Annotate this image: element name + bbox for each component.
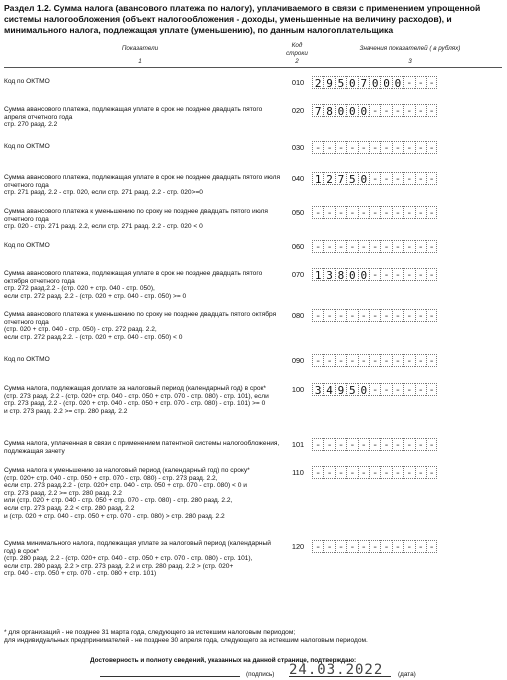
footnote-line-1: * для организаций - не позднее 31 марта года, следующего за истекшим налоговым периодом;: [4, 629, 296, 636]
value-cell[interactable]: -: [323, 540, 334, 553]
value-cell[interactable]: -: [415, 438, 426, 451]
value-cell[interactable]: -: [415, 466, 426, 479]
value-cell[interactable]: 9: [323, 76, 334, 89]
value-cell[interactable]: -: [403, 540, 414, 553]
value-cell[interactable]: -: [380, 354, 391, 367]
value-cell[interactable]: -: [369, 466, 380, 479]
value-cell[interactable]: -: [415, 76, 426, 89]
section-title: Раздел 1.2. Сумма налога (авансового платежа по налогу), уплачиваемого в связи с применением упрощенной системы налогообложения (объект налогообложения - доходы, уменьшенные на величину расходов), и минимального налога, подлежащая уплате (уменьшению), по данным налогоплательщика: [4, 3, 481, 35]
value-cell[interactable]: -: [426, 104, 437, 117]
value-cells[interactable]: [312, 540, 437, 553]
value-cell[interactable]: 8: [323, 104, 334, 117]
value-cell[interactable]: -: [323, 240, 334, 253]
value-cell[interactable]: 7: [312, 104, 323, 117]
value-cell[interactable]: -: [380, 206, 391, 219]
value-cell[interactable]: 1: [312, 268, 323, 281]
value-cell[interactable]: -: [392, 354, 403, 367]
value-cell[interactable]: -: [403, 309, 414, 322]
row-code: 040: [291, 174, 305, 183]
value-cell[interactable]: 5: [346, 383, 357, 396]
value-cell[interactable]: -: [426, 438, 437, 451]
value-cell[interactable]: -: [426, 309, 437, 322]
value-cell[interactable]: -: [392, 172, 403, 185]
value-cells[interactable]: [312, 383, 437, 396]
value-cell[interactable]: 0: [358, 172, 369, 185]
value-cell[interactable]: -: [415, 172, 426, 185]
value-cell[interactable]: -: [392, 466, 403, 479]
value-cell[interactable]: -: [415, 141, 426, 154]
value-cell[interactable]: 3: [312, 383, 323, 396]
value-cell[interactable]: 0: [392, 76, 403, 89]
value-cell[interactable]: -: [346, 466, 357, 479]
value-cell[interactable]: -: [392, 383, 403, 396]
column-number-1: 1: [138, 58, 142, 65]
value-cell[interactable]: -: [380, 540, 391, 553]
value-cell[interactable]: -: [323, 466, 334, 479]
value-cell[interactable]: -: [403, 268, 414, 281]
row-code: 100: [291, 385, 305, 394]
value-cell[interactable]: 0: [369, 76, 380, 89]
value-cell[interactable]: -: [369, 206, 380, 219]
row-label: Сумма авансового платежа, подлежащая уплате в срок не позднее двадцать пятого октября отчетного года стр. 272 разд.2.2 - (стр. 020 + стр. 040 - стр. 050), если стр. 272 разд. 2.2 - (стр. 020 + стр. 040 - стр. 050) >= 0: [4, 270, 263, 300]
value-cell[interactable]: 9: [335, 383, 346, 396]
value-cell[interactable]: -: [369, 104, 380, 117]
row-label: Сумма минимального налога, подлежащая уплате за налоговый период (календарный год) в срок* (стр. 280 разд. 2.2 - (стр. 020+ стр. 040 - стр. 050 + стр. 070 - стр. 080) - стр. 101), если стр. 280 разд. 2.2 > стр. 273 разд. 2.2 и стр. 280 разд. 2.2 > (стр. 020+ стр. 040 - стр. 050 + стр. 070 - стр. 080 + стр. 101): [4, 540, 271, 578]
value-cell[interactable]: -: [392, 240, 403, 253]
header-divider: [4, 67, 502, 68]
value-cell[interactable]: -: [403, 466, 414, 479]
value-cell[interactable]: -: [415, 104, 426, 117]
value-cell[interactable]: -: [312, 141, 323, 154]
value-cell[interactable]: -: [415, 268, 426, 281]
value-cell[interactable]: -: [392, 540, 403, 553]
value-cell[interactable]: -: [426, 141, 437, 154]
value-cell[interactable]: -: [335, 206, 346, 219]
value-cell[interactable]: -: [358, 354, 369, 367]
row-code: 110: [292, 468, 304, 477]
value-cell[interactable]: -: [312, 438, 323, 451]
value-cell[interactable]: -: [426, 172, 437, 185]
value-cells[interactable]: [312, 309, 437, 322]
value-cell[interactable]: -: [380, 268, 391, 281]
value-cell[interactable]: -: [369, 540, 380, 553]
value-cell[interactable]: 2: [312, 76, 323, 89]
value-cell[interactable]: 8: [335, 268, 346, 281]
row-code: 120: [291, 542, 305, 551]
date-line: [289, 676, 391, 677]
value-cell[interactable]: 7: [335, 172, 346, 185]
value-cell[interactable]: -: [380, 104, 391, 117]
signature-label: (подпись): [246, 671, 275, 678]
row-code: 050: [291, 208, 305, 217]
column-number-3: 3: [408, 58, 412, 65]
value-cell[interactable]: 5: [346, 172, 357, 185]
value-cell[interactable]: -: [312, 540, 323, 553]
value-cell[interactable]: -: [415, 383, 426, 396]
value-cell[interactable]: 0: [346, 268, 357, 281]
value-cells[interactable]: [312, 438, 437, 451]
value-cell[interactable]: -: [369, 172, 380, 185]
value-cell[interactable]: -: [392, 104, 403, 117]
row-code: 060: [291, 242, 305, 251]
value-cell[interactable]: -: [323, 141, 334, 154]
value-cell[interactable]: -: [346, 354, 357, 367]
value-cell[interactable]: -: [426, 76, 437, 89]
value-cells[interactable]: [312, 354, 437, 367]
value-cell[interactable]: -: [380, 466, 391, 479]
value-cell[interactable]: -: [358, 141, 369, 154]
value-cell[interactable]: -: [358, 466, 369, 479]
value-cell[interactable]: 0: [346, 76, 357, 89]
value-cell[interactable]: -: [380, 172, 391, 185]
value-cell[interactable]: -: [415, 240, 426, 253]
value-cell[interactable]: 3: [323, 268, 334, 281]
value-cell[interactable]: 1: [312, 172, 323, 185]
value-cell[interactable]: -: [323, 206, 334, 219]
value-cell[interactable]: -: [392, 268, 403, 281]
row-code: 020: [291, 106, 305, 115]
row-label: Код по ОКТМО: [4, 143, 50, 150]
row-label: Сумма авансового платежа, подлежащая уплате в срок не позднее двадцать пятого апреля отчетного года стр. 270 разд. 2.2: [4, 106, 263, 129]
value-cell[interactable]: -: [323, 354, 334, 367]
value-cell[interactable]: -: [380, 383, 391, 396]
value-cell[interactable]: -: [392, 206, 403, 219]
row-code: 101: [291, 440, 305, 449]
value-cell[interactable]: -: [403, 354, 414, 367]
value-cell[interactable]: -: [358, 206, 369, 219]
row-code: 080: [291, 311, 305, 320]
value-cell[interactable]: -: [415, 206, 426, 219]
value-cell[interactable]: -: [346, 206, 357, 219]
value-cell[interactable]: -: [358, 438, 369, 451]
row-code: 070: [291, 270, 305, 279]
value-cells[interactable]: [312, 466, 437, 479]
value-cell[interactable]: -: [335, 354, 346, 367]
value-cell[interactable]: -: [426, 206, 437, 219]
value-cell[interactable]: -: [426, 240, 437, 253]
footnote-line-2: для индивидуальных предпринимателей - не позднее 30 апреля года, следующего за истекшим налоговым периодом.: [4, 637, 368, 644]
value-cell[interactable]: -: [346, 540, 357, 553]
column-number-2: 2: [295, 58, 299, 65]
value-cells[interactable]: [312, 206, 437, 219]
value-cell[interactable]: -: [403, 76, 414, 89]
confirmation-text: Достоверность и полноту сведений, указанных на данной странице, подтверждаю:: [90, 657, 357, 664]
value-cells[interactable]: [312, 240, 437, 253]
row-label: Сумма авансового платежа, подлежащая уплате в срок не позднее двадцать пятого июля отчетного года стр. 271 разд. 2.2 - стр. 020, если стр. 271 разд. 2.2 - стр. 020>=0: [4, 174, 281, 197]
value-cell[interactable]: -: [358, 309, 369, 322]
row-label: Код по ОКТМО: [4, 78, 50, 85]
value-cell[interactable]: -: [380, 141, 391, 154]
value-cell[interactable]: -: [346, 438, 357, 451]
row-label: Сумма авансового платежа к уменьшению по сроку не позднее двадцать пятого июля отчетного года стр. 020 - стр. 271 разд. 2.2, если стр. 271 разд. 2.2 - стр. 020 < 0: [4, 208, 268, 231]
value-cell[interactable]: -: [415, 309, 426, 322]
value-cell[interactable]: -: [380, 240, 391, 253]
value-cell[interactable]: -: [312, 309, 323, 322]
value-cell[interactable]: -: [415, 540, 426, 553]
value-cell[interactable]: -: [426, 540, 437, 553]
value-cell[interactable]: 5: [335, 76, 346, 89]
column-header-code: Код строки: [286, 42, 308, 57]
value-cell[interactable]: -: [392, 141, 403, 154]
value-cell[interactable]: -: [369, 268, 380, 281]
value-cell[interactable]: -: [403, 141, 414, 154]
value-cells[interactable]: [312, 172, 437, 185]
value-cell[interactable]: -: [335, 240, 346, 253]
value-cell[interactable]: -: [403, 206, 414, 219]
signature-date: 24.03.2022: [289, 662, 384, 678]
value-cell[interactable]: -: [312, 206, 323, 219]
row-label: Код по ОКТМО: [4, 356, 50, 363]
value-cell[interactable]: -: [335, 141, 346, 154]
value-cell[interactable]: -: [312, 354, 323, 367]
value-cell[interactable]: -: [403, 383, 414, 396]
date-label: (дата): [398, 671, 416, 678]
column-header-values: Значения показателей ( в рублях): [359, 45, 461, 52]
row-label: Сумма авансового платежа к уменьшению по сроку не позднее двадцать пятого октября отчетного года (стр. 020 + стр. 040 - стр. 050) - стр. 272 разд. 2.2, если стр. 272 разд.2.2. - (стр. 020 + стр. 040 - стр. 050) < 0: [4, 311, 277, 341]
row-code: 010: [291, 78, 305, 87]
value-cells[interactable]: [312, 141, 437, 154]
value-cell[interactable]: -: [369, 309, 380, 322]
value-cell[interactable]: -: [346, 141, 357, 154]
signature-line: [100, 676, 240, 677]
value-cell[interactable]: 0: [380, 76, 391, 89]
value-cell[interactable]: 0: [346, 104, 357, 117]
value-cells[interactable]: [312, 76, 437, 89]
value-cell[interactable]: 2: [323, 172, 334, 185]
value-cell[interactable]: -: [369, 354, 380, 367]
value-cell[interactable]: -: [335, 438, 346, 451]
value-cell[interactable]: -: [323, 438, 334, 451]
value-cell[interactable]: -: [403, 438, 414, 451]
row-label: Сумма налога, уплаченная в связи с применением патентной системы налогообложения, подлежащая зачету: [4, 440, 280, 455]
value-cell[interactable]: -: [426, 354, 437, 367]
value-cell[interactable]: -: [392, 438, 403, 451]
value-cell[interactable]: 0: [358, 383, 369, 396]
value-cell[interactable]: -: [335, 466, 346, 479]
value-cell[interactable]: -: [346, 240, 357, 253]
value-cell[interactable]: -: [426, 466, 437, 479]
value-cell[interactable]: -: [312, 466, 323, 479]
value-cell[interactable]: 0: [358, 268, 369, 281]
value-cell[interactable]: -: [403, 240, 414, 253]
value-cell[interactable]: -: [369, 438, 380, 451]
value-cell[interactable]: -: [358, 240, 369, 253]
value-cell[interactable]: -: [415, 354, 426, 367]
value-cell[interactable]: -: [312, 240, 323, 253]
value-cell[interactable]: -: [403, 104, 414, 117]
value-cell[interactable]: -: [380, 309, 391, 322]
value-cell[interactable]: -: [335, 540, 346, 553]
value-cell[interactable]: -: [380, 438, 391, 451]
column-header-indicators: Показатели: [121, 45, 159, 52]
value-cells[interactable]: [312, 268, 437, 281]
value-cell[interactable]: -: [403, 172, 414, 185]
value-cell[interactable]: 4: [323, 383, 334, 396]
value-cell[interactable]: -: [358, 540, 369, 553]
row-code: 090: [291, 356, 305, 365]
value-cell[interactable]: -: [323, 309, 334, 322]
value-cell[interactable]: -: [369, 141, 380, 154]
value-cells[interactable]: [312, 104, 437, 117]
value-cell[interactable]: 7: [358, 76, 369, 89]
value-cell[interactable]: -: [426, 383, 437, 396]
value-cell[interactable]: -: [426, 268, 437, 281]
row-label: Сумма налога, подлежащая доплате за налоговый период (календарный год) в срок* (стр. 273 разд. 2.2 - (стр. 020+ стр. 040 - стр. 050 + стр. 070 - стр. 080) - стр. 101), если стр. 273 разд. 2.2 - (стр. 020 + стр. 040 - стр. 050 + стр. 070 - стр. 080) - стр. 101) >= 0 и стр. 273 разд. 2.2 >= стр. 280 разд. 2.2: [4, 385, 269, 415]
value-cell[interactable]: 0: [335, 104, 346, 117]
value-cell[interactable]: -: [392, 309, 403, 322]
value-cell[interactable]: -: [335, 309, 346, 322]
row-label: Код по ОКТМО: [4, 242, 50, 249]
row-label: Сумма налога к уменьшению за налоговый период (календарный год) по сроку* (стр. 020+ стр. 040 - стр. 050 + стр. 070 - стр. 080) - стр. 273 разд. 2.2, если стр. 273 разд.2.2 - (стр. 020+ стр. 040 - стр. 050 + стр. 070 - стр. 080) < 0 и стр. 273 разд. 2.2 >= стр. 280 разд. 2.2 или (стр. 020 + стр. 040 - стр. 050 + стр. 070 - стр. 080) - стр. 280 разд. 2.2, если стр. 273 разд. 2.2 < стр. 280 разд. 2.2 и (стр. 020 + стр. 040 - стр. 050 + стр. 070 - стр. 080) > стр. 280 разд. 2.2: [4, 467, 250, 520]
value-cell[interactable]: -: [346, 309, 357, 322]
row-code: 030: [291, 143, 305, 152]
value-cell[interactable]: -: [369, 383, 380, 396]
value-cell[interactable]: 0: [358, 104, 369, 117]
value-cell[interactable]: -: [369, 240, 380, 253]
